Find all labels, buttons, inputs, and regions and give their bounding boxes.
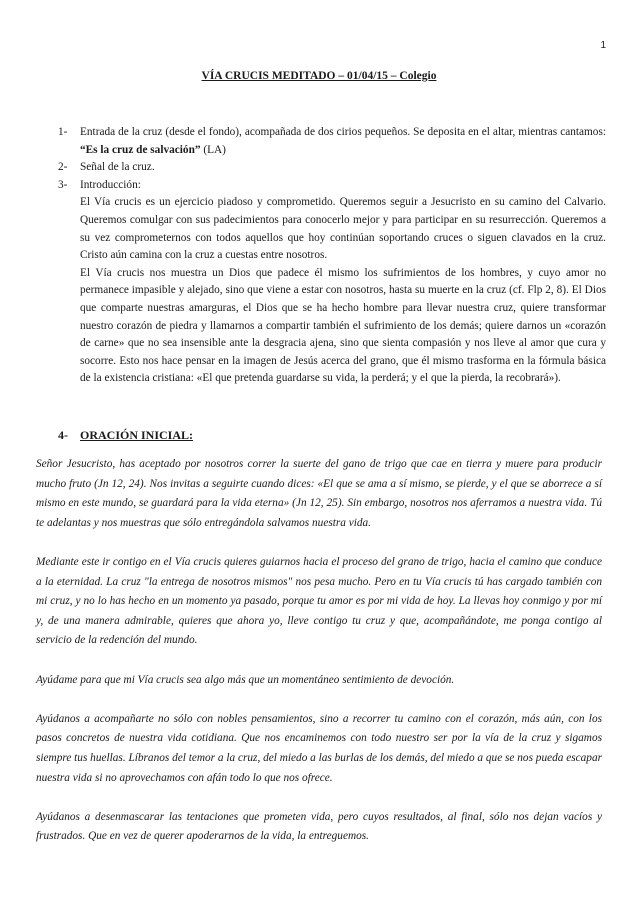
oracion-heading <box>58 428 193 443</box>
entrada-text: Entrada de la cruz (desde el fondo), acompañada de dos cirios pequeños. Se deposita en el altar, mientras cantamos: “Es la cruz de salvación” (LA) <box>80 126 606 156</box>
song-title: “Es la cruz de salvación” <box>80 143 201 156</box>
numbered-list <box>58 124 606 388</box>
list-number: 4- <box>58 428 68 442</box>
introduccion-paragraph: El Vía crucis nos muestra un Dios que padece él mismo los sufrimientos de los hombres, y cuyo amor no permanece impasible y alejado, sino que viene a estar con nosotros, hasta su muerte en la cruz (cf. Flp 2, 8). El Dios que comparte nuestras amarguras, el Dios que se ha hecho hombre para llevar nuestra cruz, quiere transformar nuestro corazón de piedra y llamarnos a compartir también el sufrimiento de los demás; quiere darnos un «corazón de carne» que no sea insensible ante la desgracia ajena, sino que sienta compasión y nos lleve al amor que cura y socorre. Esto nos hace pensar en la imagen de Jesús acerca del grano, que él mismo trasforma en la fórmula básica de la existencia cristiana: «El que pretenda guardarse su vida, la perderá; y el que la pierda, la recobrará»). <box>80 266 606 385</box>
list-number: 2- <box>58 161 68 174</box>
prayer-paragraph: Ayúdame para que mi Vía crucis sea algo más que un momentáneo sentimiento de devoción. <box>36 673 455 686</box>
list-item-senal <box>58 159 606 177</box>
prayer-paragraph: Ayúdanos a acompañarte no sólo con nobles pensamientos, sino a recorrer tu camino con el corazón, más aún, con los pasos concretos de nuestra vida cotidiana. Que nos encaminemos con todo nuestro ser por la vía de la cruz y sigamos siempre tus huellas. Líbranos del temor a la cruz, del miedo a las burlas de los demás, del miedo a que se nos pueda escapar nuestra vida si no aprovechamos con afán todo lo que nos ofrece. <box>36 712 602 784</box>
prayer-paragraph: Mediante este ir contigo en el Vía crucis quieres guiarnos hacia el proceso del grano de trigo, hacia el camino que conduce a la eternidad. La cruz "la entrega de nosotros mismos" nos pesa mucho. Pero en tu Vía crucis tú has cargado también con mi cruz, y no lo has hecho en un momento ya pasado, porque tu amor es por mi vida de hoy. La llevas hoy conmigo y por mí y, de una manera admirable, quieres que ahora yo, lleve contigo tu cruz y que, acompañándote, me ponga contigo al servicio de la redención del mundo. <box>36 555 602 647</box>
prayer-paragraph: Ayúdanos a desenmascarar las tentaciones que prometen vida, pero cuyos resultados, al final, sólo nos dejan vacíos y frustrados. Que en vez de querer apoderarnos de la vida, la entreguemos. <box>36 810 602 843</box>
list-item-entrada <box>58 124 606 159</box>
senal-text: Señal de la cruz. <box>80 161 155 174</box>
prayer-paragraph: Señor Jesucristo, has aceptado por nosotros correr la suerte del gano de trigo que cae en tierra y muere para producir mucho fruto (Jn 12, 24). Nos invitas a seguirte cuando dices: «El que se ama a sí mismo, se pierde, y el que se aborrece a sí mismo en este mundo, se guardará para la vida eterna» (Jn 12, 25). Sin embargo, nosotros nos aferramos a nuestra vida. Tú te adelantas y nos muestras que sólo entregándola salvamos nuestra vida. <box>36 458 602 529</box>
introduccion-label: Introducción: <box>80 178 141 191</box>
list-number: 3- <box>58 178 68 191</box>
page-number: 1 <box>600 40 606 51</box>
list-number: 1- <box>58 126 68 138</box>
list-item-introduccion <box>58 177 606 388</box>
introduccion-paragraph: El Vía crucis es un ejercicio piadoso y comprometido. Queremos seguir a Jesucristo en su camino del Calvario. Queremos comulgar con sus padecimientos para conocerlo mejor y para participar en su resurrección. Queremos a su vez comprometernos con todos aquellos que hoy continúan soportando cruces o siguen clavados en la cruz. Cristo aún camina con la cruz a cuestas entre nosotros. <box>80 196 606 262</box>
document-title: VÍA CRUCIS MEDITADO – 01/04/15 – Colegio <box>201 70 437 82</box>
oracion-title: ORACIÓN INICIAL: <box>80 428 194 442</box>
prayer-text <box>36 455 602 847</box>
